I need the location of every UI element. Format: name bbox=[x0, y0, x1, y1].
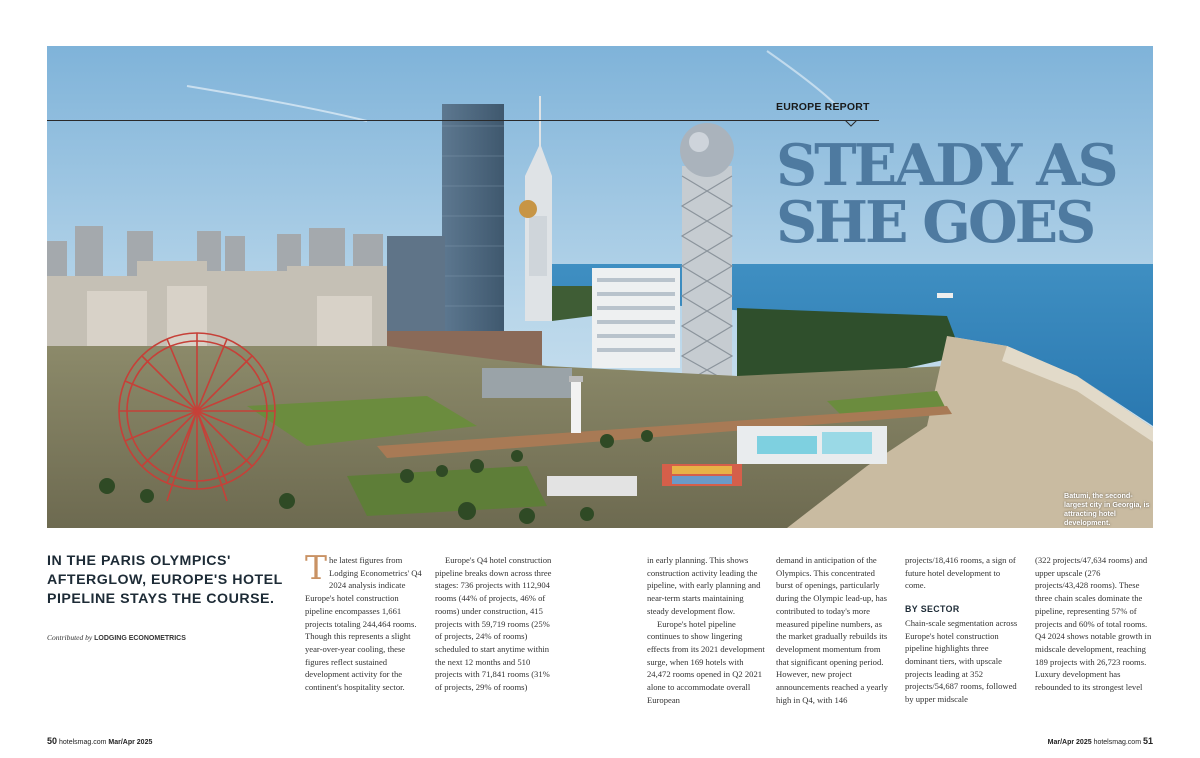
folio-left bbox=[47, 736, 152, 746]
kicker-rule bbox=[47, 120, 879, 121]
paragraph-new-projects: projects/18,416 rooms, a sign of future hotel development to come. bbox=[905, 555, 1016, 591]
article-deck: IN THE PARIS OLYMPICS' AFTERGLOW, EUROPE'S HOTEL PIPELINE STAYS THE COURSE. bbox=[47, 553, 283, 607]
paragraph-2021-surge: Europe's hotel pipeline continues to show lingering effects from its 2021 development surge, when 169 hotels with 24,472 rooms opened in Q2 2021 alone to accommodate overall European bbox=[647, 618, 765, 705]
body-column-1 bbox=[305, 554, 423, 714]
contributor-byline bbox=[47, 633, 186, 642]
page-number-left: 50 bbox=[47, 736, 58, 746]
paragraph-early-planning: in early planning. This shows construction activity leading the pipeline, with early planning and near-term starts maintaining steady development flow. bbox=[647, 555, 761, 616]
paragraph-pipeline-stages: Europe's Q4 hotel construction pipeline breaks down across three stages: 736 projects with 112,904 rooms (44% of projects, 46% of rooms) under construction, 415 projects with 59,719 rooms (25% of projects, 24% of rooms) scheduled to start anytime within the next 12 months and 510 projects with 71,841 rooms (31% of projects, 29% of rooms) bbox=[435, 555, 552, 693]
drop-cap: T bbox=[305, 554, 328, 587]
headline-line-1: STEADY AS bbox=[776, 132, 1116, 199]
body-column-6 bbox=[1035, 554, 1155, 714]
contributor-org: LODGING ECONOMETRICS bbox=[94, 635, 186, 642]
paragraph-tiers: (322 projects/47,634 rooms) and upper upscale (276 projects/43,428 rooms). These three chain scales dominate the pipeline, representing 57% of projects and 60% of total rooms. Q4 2024 shows notable growth in midscale development, reaching 189 projects with 26,723 rooms. Luxury development has rebounded to its strongest level bbox=[1035, 555, 1152, 693]
section-heading-by-sector: BY SECTOR bbox=[905, 604, 960, 615]
body-column-2 bbox=[435, 554, 553, 714]
hero-photo bbox=[47, 46, 1153, 528]
body-column-4 bbox=[776, 554, 894, 714]
body-column-5 bbox=[905, 554, 1023, 714]
page-number-right: 51 bbox=[1142, 736, 1153, 746]
folio-right bbox=[1048, 736, 1153, 746]
paragraph-chain-scale: Chain-scale segmentation across Europe's hotel construction pipeline highlights three dominant tiers, with upscale projects leading at 352 projects/54,687 rooms, followed by upper midscale bbox=[905, 617, 1018, 705]
photo-caption: Batumi, the second-largest city in Georgia, is attracting hotel development. bbox=[1064, 491, 1150, 527]
rule-notch-icon bbox=[845, 120, 857, 127]
site-right: hotelsmag.com bbox=[1093, 739, 1142, 746]
batumi-skyline-illustration bbox=[47, 46, 1153, 528]
paragraph-olympics-demand: demand in anticipation of the Olympics. This concentrated burst of openings, particularly during the Olympic lead-up, has contributed to today's more measured pipeline numbers, as the market gradually rebuilds its development momentum from that significant opening period. However, new project announcements reached a yearly high in Q4, with 146 bbox=[776, 555, 888, 705]
issue-date-right: Mar/Apr 2025 bbox=[1047, 739, 1092, 746]
site-left: hotelsmag.com bbox=[58, 739, 107, 746]
issue-date-left: Mar/Apr 2025 bbox=[108, 739, 153, 746]
headline-line-2: SHE GOES bbox=[776, 189, 1094, 256]
body-column-3 bbox=[647, 554, 765, 714]
section-kicker: EUROPE REPORT bbox=[776, 101, 870, 113]
article-headline bbox=[776, 132, 1153, 256]
contributor-prefix: Contributed by bbox=[47, 633, 93, 642]
paragraph-intro: he latest figures from Lodging Econometrics' Q4 2024 analysis indicate Europe's hotel construction pipeline encompasses 1,661 projects totaling 244,464 rooms. Though this represents a slight year-over-year cooling, these figures reflect sustained development activity for the continent's hospitality sector. bbox=[305, 555, 422, 693]
